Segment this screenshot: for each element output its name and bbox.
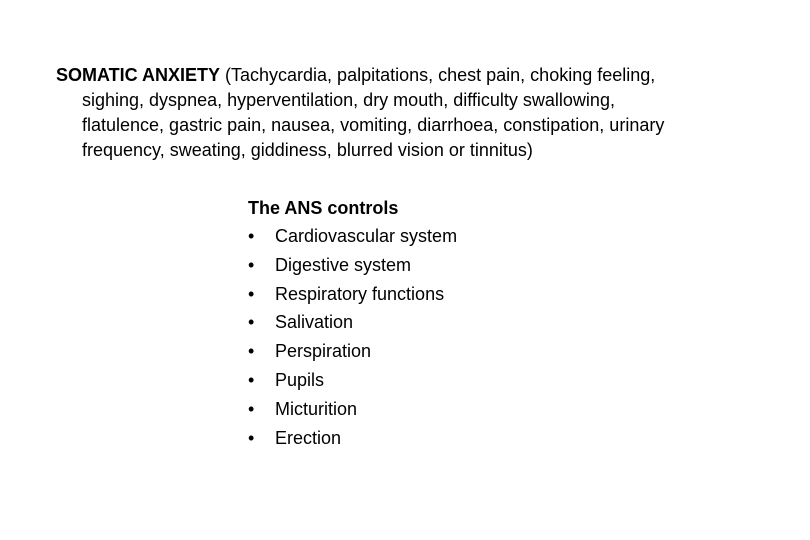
list-item xyxy=(248,222,568,251)
list-item xyxy=(248,280,568,309)
list-item xyxy=(248,366,568,395)
list-item-label: Pupils xyxy=(275,369,325,390)
list-item xyxy=(248,251,568,280)
list-item xyxy=(248,308,568,337)
list-item-label: Perspiration xyxy=(275,341,372,362)
somatic-line-2: sighing, dyspnea, hyperventilation, dry mouth, difficulty swallowing, xyxy=(82,90,615,110)
somatic-line-4: frequency, sweating, giddiness, blurred vision or tinnitus) xyxy=(82,140,533,160)
somatic-line-1 xyxy=(56,63,756,88)
list-item xyxy=(248,395,568,424)
list-item-label: Respiratory functions xyxy=(275,283,445,304)
list-item-label: Micturition xyxy=(275,398,358,419)
somatic-anxiety-paragraph xyxy=(56,63,756,163)
bullet-icon: • xyxy=(248,341,255,362)
somatic-line-1-text: (Tachycardia, palpitations, chest pain, choking feeling, xyxy=(220,65,656,85)
list-item xyxy=(248,424,568,453)
ans-heading: The ANS controls xyxy=(248,198,399,218)
bullet-icon: • xyxy=(248,398,255,419)
list-item-label: Cardiovascular system xyxy=(275,226,458,246)
somatic-anxiety-term: SOMATIC ANXIETY xyxy=(56,65,221,85)
bullet-icon: • xyxy=(248,226,255,246)
bullet-icon: • xyxy=(248,369,255,390)
list-item-label: Salivation xyxy=(275,312,354,333)
list-item-label: Digestive system xyxy=(275,254,412,275)
bullet-icon: • xyxy=(248,283,255,304)
bullet-icon: • xyxy=(248,312,255,333)
ans-list xyxy=(248,222,568,452)
bullet-icon: • xyxy=(248,427,255,448)
list-item-label: Erection xyxy=(275,427,342,448)
ans-controls-block xyxy=(248,194,568,452)
somatic-line-3: flatulence, gastric pain, nausea, vomiting, diarrhoea, constipation, urinary xyxy=(82,115,665,135)
list-item xyxy=(248,337,568,366)
bullet-icon: • xyxy=(248,254,255,275)
